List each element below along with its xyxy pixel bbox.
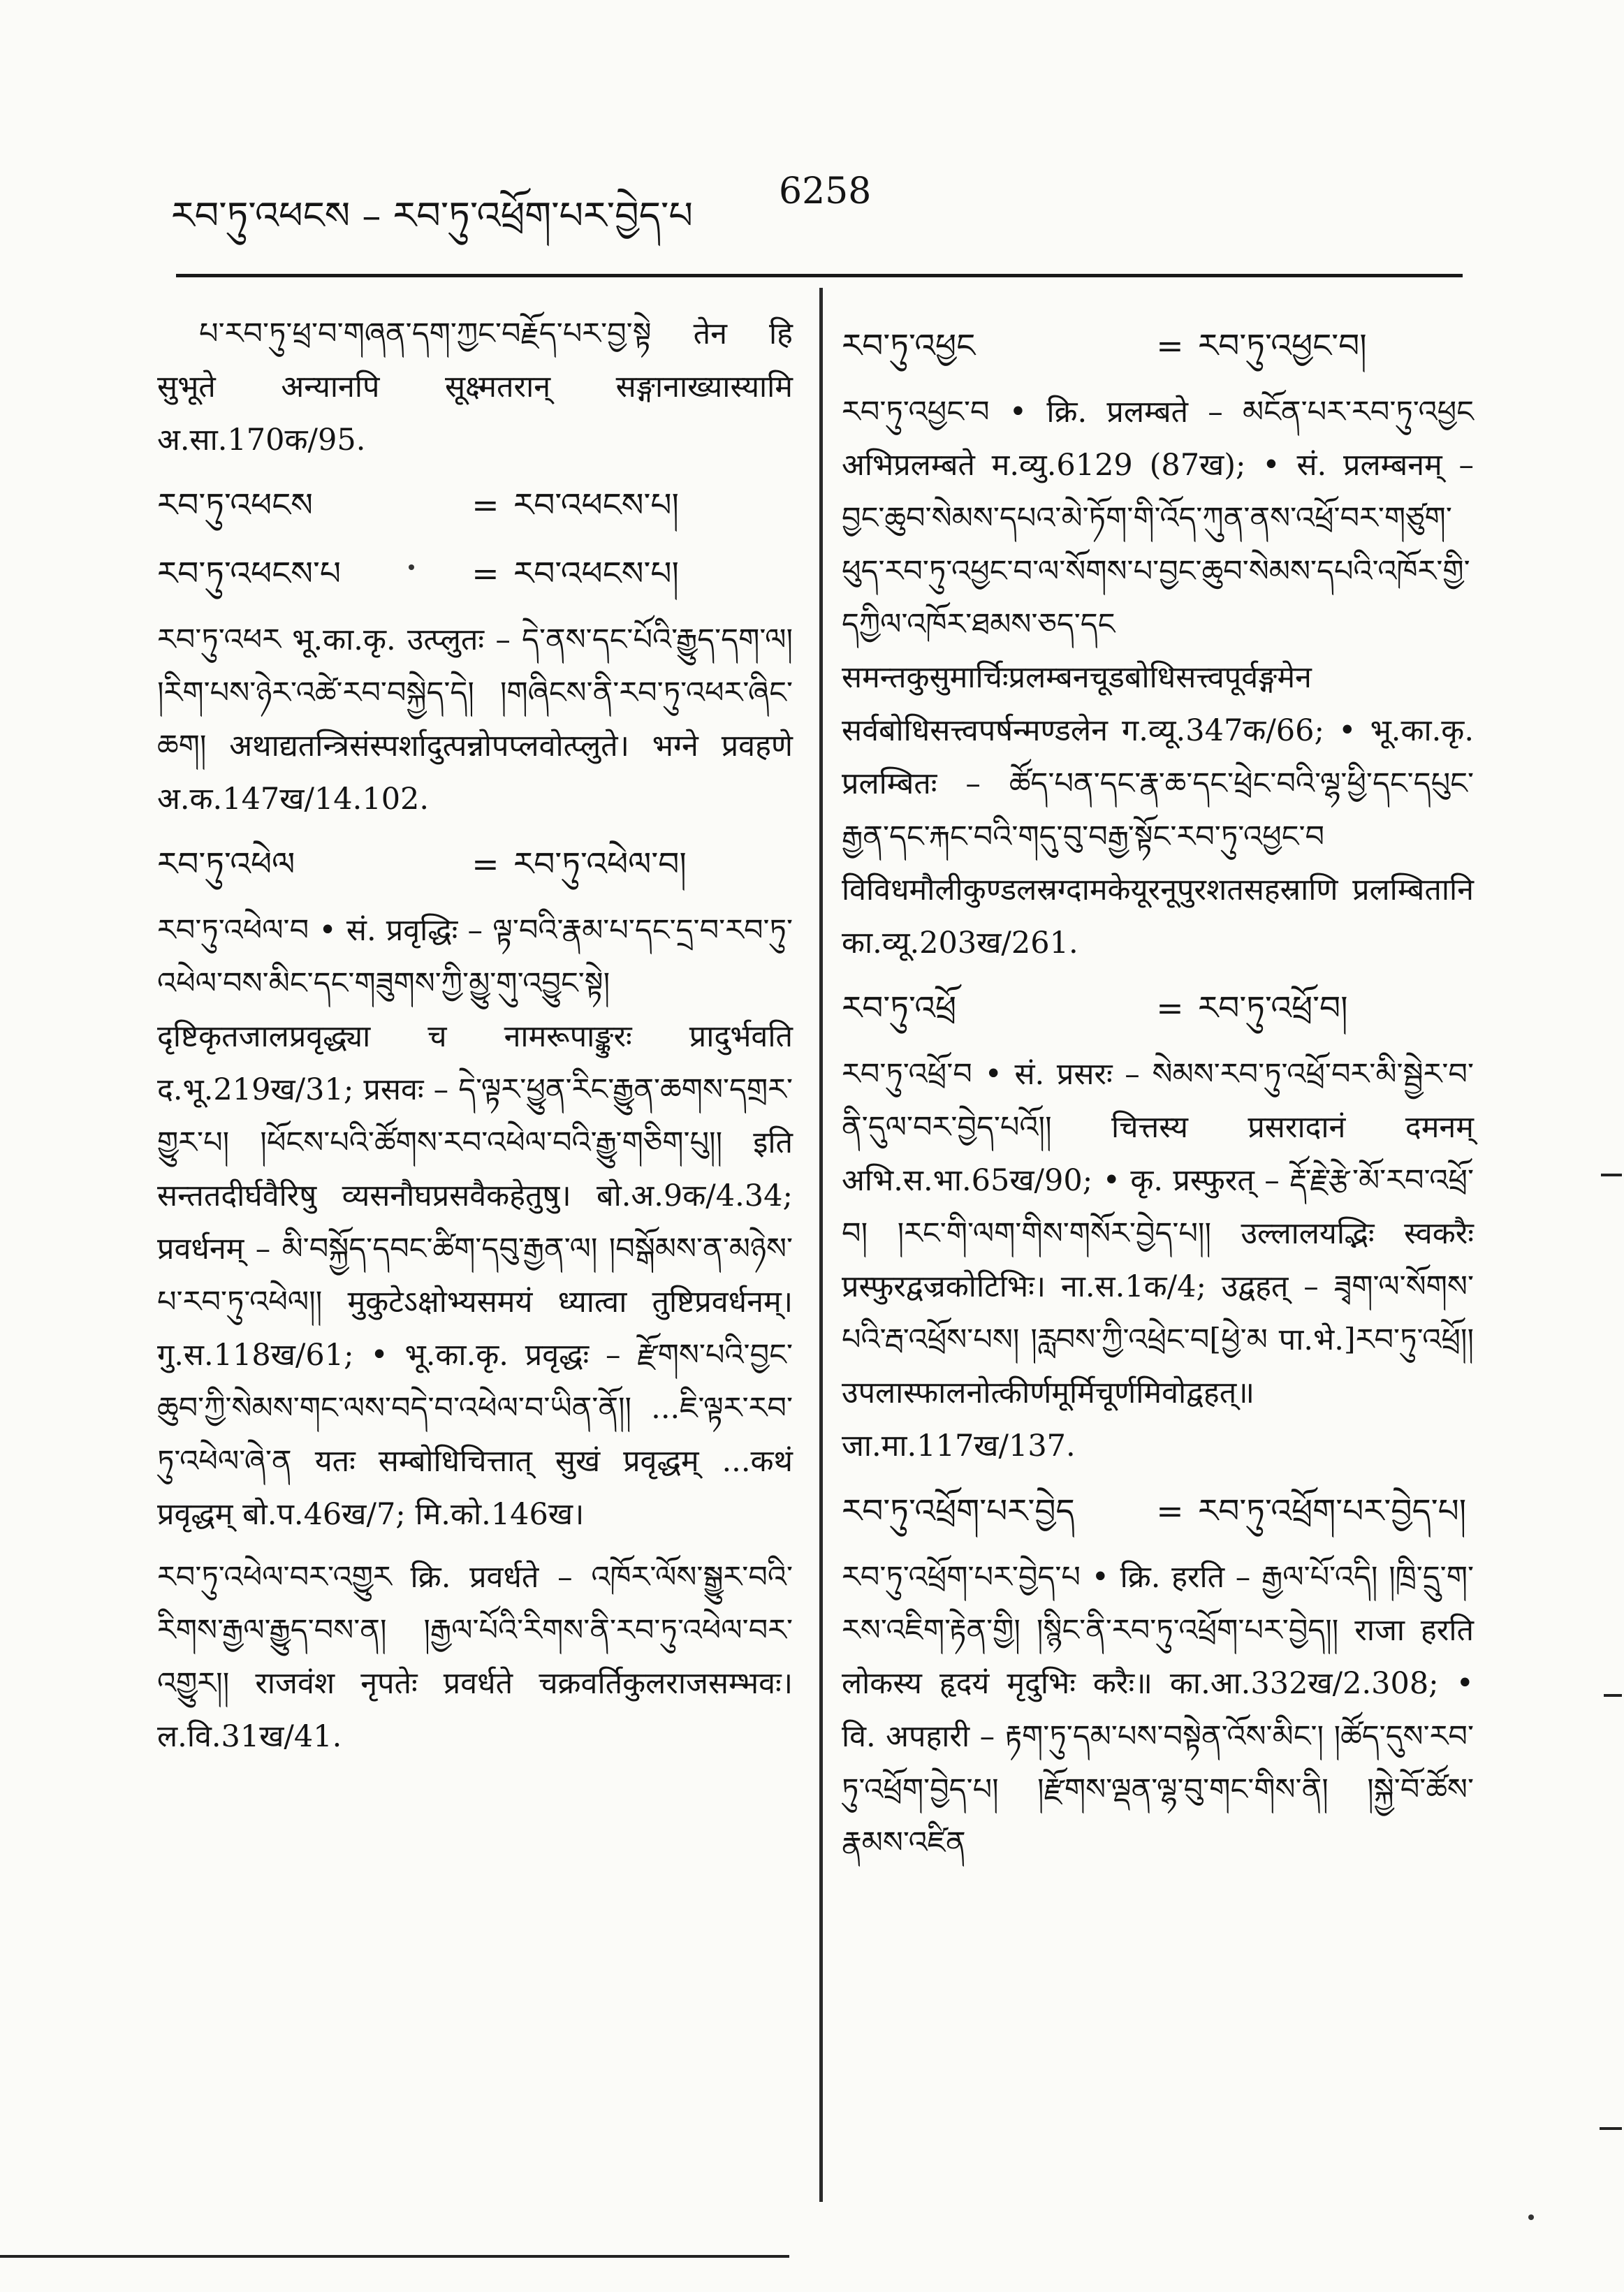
cross-reference-entry bbox=[157, 835, 793, 894]
dictionary-entry: རབ་ཏུ་འཕྱང་བ • क्रि. प्रलम्बते – མངོན་པར་རབ་ཏུ་འཕྱང अभिप्रलम्बते म.व्यु.6129 (87ख); • सं. प्रलम्बनम् – བྱང་ཆུབ་སེམས་དཔའ་མེ་ཏོག་གི་འོད་ཀུན་ནས་འཕྲོ་བར་གཙུག་ཕུད་རབ་ཏུ་འཕྱང་བ་ལ་སོགས་པ་བྱང་ཆུབ་སེམས་དཔའི་འཁོར་གྱི་དཀྱིལ་འཁོར་ཐམས་ཅད་དང समन्तकुसुमार्चिःप्रलम्बनचूडबोधिसत्त्वपूर्वङ्गमेन सर्वबोधिसत्त्वपर्षन्मण्डलेन ग.व्यू.347क/66; • भू.का.कृ. प्रलम्बितः – ཚོད་པན་དང་རྣ་ཆ་དང་ཕྲེང་བའི་ལྷ་ཕྱི་དང་དཔུང་རྒྱན་དང་རྐང་བའི་གདུ་བུ་བརྒྱ་སྟོང་རབ་ཏུ་འཕྱང་བ विविधमौलीकुण्डलस्रग्दामकेयूरनूपुरशतसहस्राणि प्रलम्बितानि का.व्यू.203ख/261. bbox=[842, 395, 1474, 961]
dictionary-entry: རབ་ཏུ་འཕེལ་བར་འགྱུར क्रि. प्रवर्धते – འཁོར་ལོས་སྒྱུར་བའི་རིགས་རྒྱལ་རྒྱུད་བས་ན། །རྒྱལ་པོའི་རིགས་ནི་རབ་ཏུ་འཕེལ་བར་འགྱུར།། राजवंश नृपतेः प्रवर्धते चक्रवर्तिकुलराजसम्भवः। ल.वि.31ख/41. bbox=[157, 1560, 793, 1754]
reference-target: རབ་ཏུ་འཕེལ་བ། bbox=[513, 845, 687, 884]
right-column bbox=[842, 307, 1474, 1869]
headword: རབ་ཏུ་འཕྲོ bbox=[842, 989, 957, 1028]
header-rule bbox=[176, 274, 1463, 277]
dictionary-entry: རབ་ཏུ་འཕེལ་བ • सं. प्रवृद्धिः – ལྟ་བའི་རྣམ་པ་དང་དྲ་བ་རབ་ཏུ་འཕེལ་བས་མིང་དང་གཟུགས་ཀྱི་མྱུ་གུ་འབྱུང་སྟེ། दृष्टिकृतजालप्रवृद्ध्या च नामरूपाङ्कुरः प्रादुर्भवति द.भू.219ख/31; प्रसवः – དེ་ལྟར་ཕྱུན་རིང་རྒྱུན་ཆགས་དགྲར་གྱུར་པ། །ཕོངས་པའི་ཚོགས་རབ་འཕེལ་བའི་རྒྱུ་གཅིག་པུ།། इति सन्ततदीर्घवैरिषु व्यसनौघप्रसवैकहेतुषु। बो.अ.9क/4.34; प्रवर्धनम् – མི་བསྐྱོད་དབང་ཚིག་དབུ་རྒྱན་ལ། །བསྒོམས་ན་མཉེས་པ་རབ་ཏུ་འཕེལ།། मुकुटेऽक्षोभ्यसमयं ध्यात्वा तुष्टिप्रवर्धनम्। गु.स.118ख/61; • भू.का.कृ. प्रवृद्धः – རྫོགས་པའི་བྱང་ཆུབ་ཀྱི་སེམས་གང་ལས་བདེ་བ་འཕེལ་བ་ཡིན་ནོ།། ...ཇི་ལྟར་རབ་ཏུ་འཕེལ་ཞེ་ན यतः सम्बोधिचित्तात् सुखं प्रवृद्धम् ...कथं प्रवृद्धम् बो.प.46ख/7; मि.को.146ख। bbox=[157, 913, 793, 1532]
equals-sign: = bbox=[471, 486, 499, 525]
equals-sign: = bbox=[1156, 989, 1184, 1028]
cross-reference-entry bbox=[157, 476, 793, 535]
headword: རབ་ཏུ་འཕེལ bbox=[157, 845, 295, 884]
column-divider bbox=[819, 288, 823, 2202]
dictionary-entry: པ་རབ་ཏུ་ཕྲ་བ་གཞན་དག་ཀྱང་བརྗོད་པར་བྱ་སྟེ तेन हि सुभूते अन्यानपि सूक्ष्मतरान् सङ्गानाख्यास्यामि अ.सा.170क/95. bbox=[157, 316, 793, 458]
equals-sign: = bbox=[471, 845, 499, 884]
headword: རབ་ཏུ་འཕྱང bbox=[842, 327, 976, 365]
cross-reference-entry bbox=[842, 1482, 1474, 1541]
reference-target: རབ་ཏུ་འཕྲོག་པར་བྱེད་པ། bbox=[1198, 1492, 1467, 1531]
print-speck bbox=[1528, 2214, 1534, 2220]
left-column bbox=[157, 307, 793, 1763]
headword: རབ་ཏུ་འཕངས་པ bbox=[157, 555, 342, 593]
dictionary-entry: རབ་ཏུ་འཕྲོག་པར་བྱེད་པ • क्रि. हरति – རྒྱལ་པོ་འདི། །ཁྲི་དྲུ་ག་རས་འཇིག་རྟེན་གྱི། །སྙིང་ནི་རབ་ཏུ་འཕྲོག་པར་བྱེད།། राजा हरति लोकस्य हृदयं मृदुभिः करैः॥ का.आ.332ख/2.308; • वि. अपहारी – རྟག་ཏུ་དམ་པས་བསྟེན་འོས་མིང་། །ཚོད་དུས་རབ་ཏུ་འཕྲོག་བྱེད་པ། །རྫོགས་ལྡན་ལྷ་བུ་གང་གིས་ནི། །སྐྱེ་བོ་ཚོས་རྣམས་འཛིན bbox=[842, 1560, 1474, 1860]
equals-sign: = bbox=[1156, 327, 1184, 365]
reference-target: རབ་འཕངས་པ། bbox=[513, 486, 679, 525]
reference-target: རབ་ཏུ་འཕྲོ་བ། bbox=[1198, 989, 1348, 1028]
dictionary-entry: རབ་ཏུ་འཕྲོ་བ • सं. प्रसरः – སེམས་རབ་ཏུ་འཕྲོ་བར་མི་སྦྱེར་བ་ནི་དུལ་བར་བྱེད་པའོ།། चित्तस्य प्रसरादानं दमनम् अभि.स.भा.65ख/90; • कृ. प्रस्फुरत् – རྡོ་རྗེ་རྩེ་མོ་རབ་འཕྲོ་བ། །རང་གི་ལག་གིས་གསོར་བྱེད་པ།། उल्लालयद्भिः स्वकरैः प्रस्फुरद्वज्रकोटिभिः। ना.स.1क/4; उद्वहत् – ཟྭག་ལ་སོགས་པའི་རྦ་འཕྲོས་པས། །རླབས་ཀྱི་འཕྲེང་བ[ཕྱེ་མ पा.भे.]རབ་ཏུ་འཕྲོ།། उपलास्फालनोत्कीर्णमूर्मिचूर्णमिवोद्वहत्॥ जा.मा.117ख/137. bbox=[842, 1057, 1474, 1463]
headword: རབ་ཏུ་འཕངས bbox=[157, 486, 314, 525]
footer-rule bbox=[0, 2255, 789, 2258]
cross-reference-entry bbox=[157, 545, 793, 604]
headword: རབ་ཏུ་འཕྲོག་པར་བྱེད bbox=[842, 1492, 1075, 1531]
cross-reference-entry bbox=[842, 979, 1474, 1038]
margin-mark bbox=[1604, 1694, 1622, 1697]
page-number: 6258 bbox=[779, 170, 872, 212]
cross-reference-entry bbox=[842, 317, 1474, 376]
reference-target: རབ་འཕངས་པ། bbox=[513, 555, 679, 593]
print-speck bbox=[409, 564, 414, 570]
equals-sign: = bbox=[471, 555, 499, 593]
equals-sign: = bbox=[1156, 1492, 1184, 1531]
header-title: རབ་ཏུ་འཕངས – རབ་ཏུ་འཕྲོག་པར་བྱེད་པ bbox=[171, 194, 693, 238]
running-header bbox=[171, 166, 1463, 238]
margin-mark bbox=[1601, 1174, 1622, 1176]
dictionary-entry: རབ་ཏུ་འཕར भू.का.कृ. उत्प्लुतः – དེ་ནས་དང་པོའི་རྒྱུད་དག་ལ། །རིག་པས་ཉེར་འཚེ་རབ་བསྐྱེད་དེ། །གཞིངས་ནི་རབ་ཏུ་འཕར་ཞིང་ཆག། अथाद्यतन्त्रिसंस्पर्शादुत्पन्नोपप्लवोत्प्लुते। भग्ने प्रवहणे अ.क.147ख/14.102. bbox=[157, 622, 793, 817]
reference-target: རབ་ཏུ་འཕྱང་བ། bbox=[1198, 327, 1367, 365]
margin-mark bbox=[1600, 2127, 1622, 2130]
